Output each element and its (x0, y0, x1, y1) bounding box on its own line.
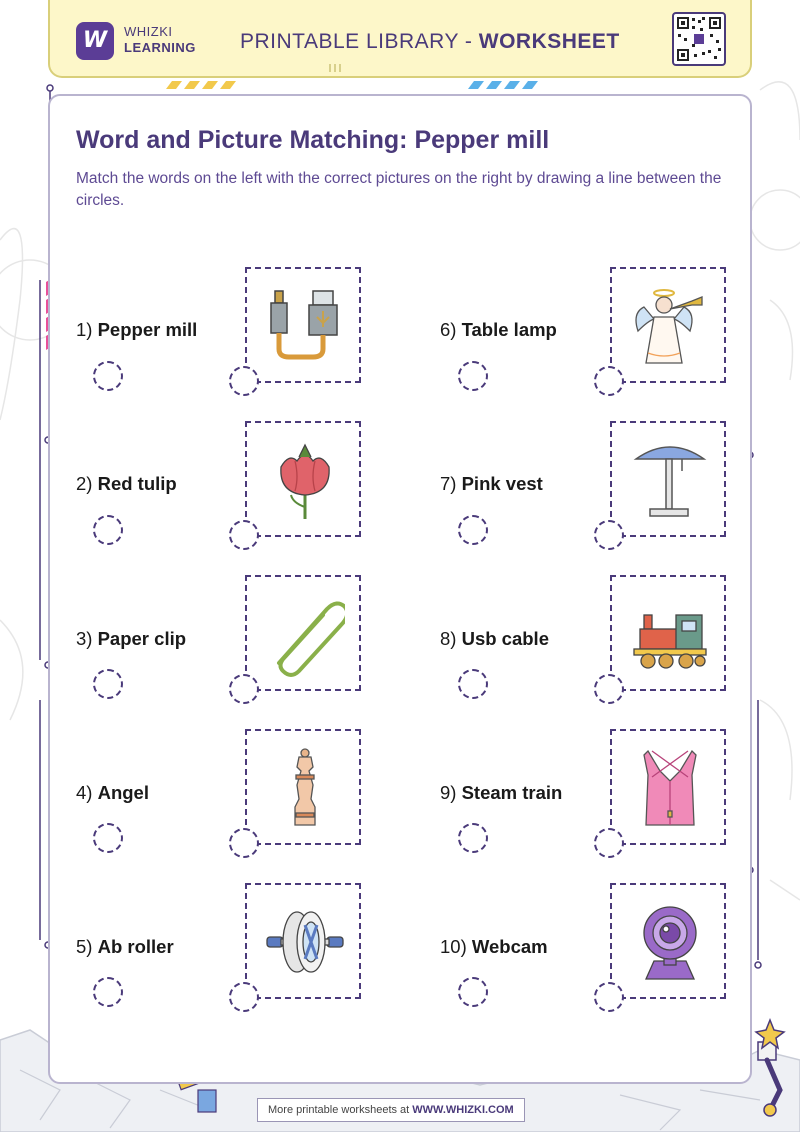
header-title-bold: WORKSHEET (478, 30, 620, 53)
picture-circle-1[interactable] (229, 366, 259, 396)
word-number: 1) (76, 319, 93, 340)
word-label-2 (76, 473, 177, 495)
picture-box-3 (245, 575, 361, 691)
pepper-mill-icon (265, 745, 345, 831)
word-label-7 (440, 473, 543, 495)
picture-circle-4[interactable] (229, 828, 259, 858)
paper-clip-icon (265, 591, 345, 677)
picture-box-1 (245, 267, 361, 383)
word-number: 8) (440, 628, 457, 649)
picture-box-9 (610, 729, 726, 845)
word-text: Pepper mill (97, 319, 198, 340)
word-text: Pink vest (461, 473, 543, 494)
word-number: 3) (76, 628, 93, 649)
picture-circle-9[interactable] (594, 828, 624, 858)
word-circle-4[interactable] (93, 823, 123, 853)
word-text: Red tulip (97, 473, 177, 494)
header-title-prefix: PRINTABLE LIBRARY - (240, 30, 479, 53)
word-label-4 (76, 782, 149, 804)
word-circle-1[interactable] (93, 361, 123, 391)
word-text: Table lamp (461, 319, 557, 340)
red-tulip-icon (265, 437, 345, 523)
word-number: 5) (76, 936, 93, 957)
word-text: Usb cable (461, 628, 549, 649)
word-label-6 (440, 319, 557, 341)
word-text: Paper clip (97, 628, 187, 649)
header-ticks (320, 64, 350, 74)
word-text: Steam train (461, 782, 563, 803)
word-number: 10) (440, 936, 467, 957)
worksheet-instructions: Match the words on the left with the correct pictures on the right by drawing a line between the circles. (76, 170, 722, 209)
picture-circle-5[interactable] (229, 982, 259, 1012)
footer-link[interactable] (257, 1098, 525, 1122)
word-text: Angel (97, 782, 149, 803)
word-label-1 (76, 319, 197, 341)
word-circle-7[interactable] (458, 515, 488, 545)
word-circle-9[interactable] (458, 823, 488, 853)
brand-name (124, 24, 196, 56)
footer-site[interactable]: WWW.WHIZKI.COM (412, 1104, 514, 1116)
word-label-3 (76, 628, 186, 650)
word-circle-6[interactable] (458, 361, 488, 391)
word-circle-5[interactable] (93, 977, 123, 1007)
picture-box-10 (610, 883, 726, 999)
angel-icon (630, 283, 710, 369)
header-title (240, 30, 620, 54)
pink-vest-icon (630, 745, 710, 831)
picture-box-6 (610, 267, 726, 383)
word-circle-2[interactable] (93, 515, 123, 545)
worksheet-title: Word and Picture Matching: Pepper mill (76, 126, 550, 154)
brand-line-1: WHIZKI (124, 24, 173, 39)
word-text: Webcam (471, 936, 548, 957)
picture-box-4 (245, 729, 361, 845)
word-number: 7) (440, 473, 457, 494)
picture-circle-6[interactable] (594, 366, 624, 396)
picture-box-2 (245, 421, 361, 537)
steam-train-icon (630, 591, 710, 677)
word-circle-8[interactable] (458, 669, 488, 699)
word-label-10 (440, 936, 548, 958)
picture-box-5 (245, 883, 361, 999)
picture-circle-2[interactable] (229, 520, 259, 550)
word-circle-3[interactable] (93, 669, 123, 699)
whizki-logo: W (76, 22, 114, 60)
word-label-8 (440, 628, 549, 650)
picture-box-8 (610, 575, 726, 691)
picture-circle-8[interactable] (594, 674, 624, 704)
picture-box-7 (610, 421, 726, 537)
header-banner (48, 0, 752, 78)
brand-line-2: LEARNING (124, 40, 196, 55)
picture-circle-3[interactable] (229, 674, 259, 704)
word-number: 4) (76, 782, 93, 803)
word-number: 9) (440, 782, 457, 803)
word-number: 6) (440, 319, 457, 340)
yellow-stripes (162, 80, 252, 90)
footer-prefix: More printable worksheets at (268, 1104, 413, 1116)
ab-roller-icon (265, 899, 345, 985)
word-label-5 (76, 936, 174, 958)
word-text: Ab roller (97, 936, 174, 957)
qr-code (672, 12, 726, 66)
blue-stripes (464, 80, 554, 90)
table-lamp-icon (630, 437, 710, 523)
picture-circle-10[interactable] (594, 982, 624, 1012)
word-number: 2) (76, 473, 93, 494)
webcam-icon (630, 899, 710, 985)
picture-circle-7[interactable] (594, 520, 624, 550)
word-circle-10[interactable] (458, 977, 488, 1007)
word-label-9 (440, 782, 562, 804)
usb-cable-icon (265, 283, 345, 369)
